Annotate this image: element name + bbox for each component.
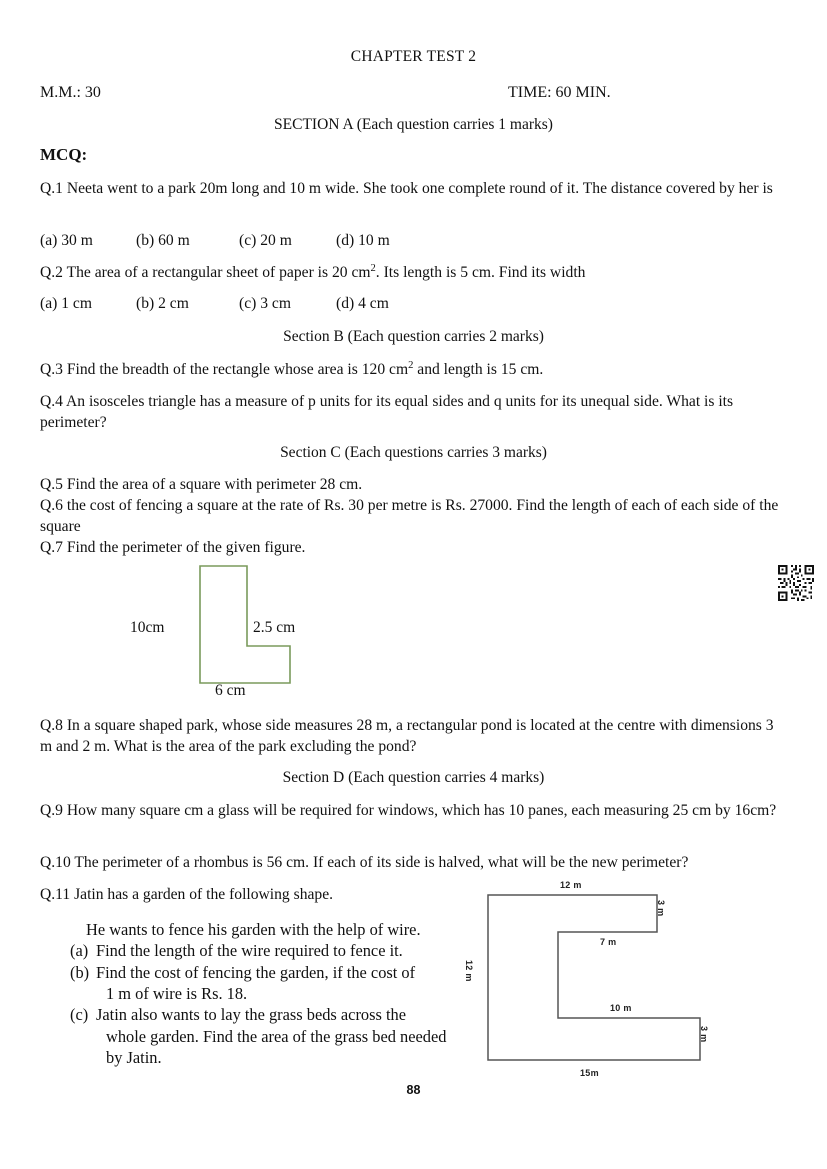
q11-part-c-line1: Jatin also wants to lay the grass beds across the — [96, 1005, 406, 1025]
q1-option-d: (d) 10 m — [336, 232, 390, 249]
question-9: Q.9 How many square cm a glass will be required for windows, which has 10 panes, each measuring 25 cm by 16cm? — [40, 802, 777, 819]
q11-part-b — [60, 962, 446, 1005]
garden-figure — [460, 872, 730, 1087]
q11-part-b-line1: Find the cost of fencing the garden, if the cost of — [96, 962, 416, 982]
garden-label-inner-upper: 7 m — [600, 937, 617, 947]
q11-part-b-line2: 1 m of wire is Rs. 18. — [106, 983, 248, 1003]
q2-option-c: (c) 3 cm — [239, 295, 291, 312]
q2-prefix: Q.2 The area of a rectangular sheet of paper is 20 cm — [40, 264, 371, 281]
question-4: Q.4 An isosceles triangle has a measure of p units for its equal sides and q units for its unequal side. What is its perimeter? — [40, 393, 734, 431]
section-a-heading: SECTION A (Each question carries 1 marks) — [274, 116, 553, 133]
l-shape-label-left: 10cm — [130, 619, 165, 636]
q2-option-a: (a) 1 cm — [40, 295, 92, 312]
question-2 — [40, 263, 788, 284]
question-10: Q.10 The perimeter of a rhombus is 56 cm. If each of its side is halved, what will be the new perimeter? — [40, 854, 689, 871]
garden-shape-outline — [488, 895, 700, 1060]
section-c-heading: Section C (Each questions carries 3 marks) — [280, 444, 547, 461]
q1-option-c: (c) 20 m — [239, 232, 292, 249]
question-1-options — [40, 232, 390, 250]
q2-option-b: (b) 2 cm — [136, 295, 189, 312]
question-6: Q.6 the cost of fencing a square at the rate of Rs. 30 per metre is Rs. 27000. Find the length of each of each side of the square — [40, 497, 779, 535]
qr-code — [776, 563, 816, 603]
question-7: Q.7 Find the perimeter of the given figure. — [40, 539, 306, 556]
q1-option-a: (a) 30 m — [40, 232, 93, 249]
question-11-parts — [60, 919, 446, 1068]
page-number: 88 — [406, 1083, 421, 1097]
q1-option-b: (b) 60 m — [136, 232, 190, 249]
q3-suffix: and length is 15 cm. — [413, 361, 544, 378]
q2-superscript: 2 — [370, 262, 376, 274]
time-allowed: TIME: 60 MIN. — [508, 84, 611, 101]
q11-part-b-marker: (b) — [70, 962, 90, 982]
garden-label-right-lower: 3 m — [699, 1026, 709, 1043]
garden-shape-svg — [460, 872, 730, 1087]
l-shape-label-bottom: 6 cm — [215, 682, 246, 699]
page-title: CHAPTER TEST 2 — [350, 48, 477, 65]
q11-part-c — [60, 1004, 446, 1068]
q11-part-c-line2: whole garden. Find the area of the grass bed needed — [106, 1026, 447, 1046]
q3-prefix: Q.3 Find the breadth of the rectangle whose area is 120 cm — [40, 361, 409, 378]
qr-code-icon — [776, 563, 816, 603]
q11-part-a-marker: (a) — [70, 941, 89, 961]
q11-part-c-line3: by Jatin. — [106, 1047, 162, 1067]
q2-suffix: . Its length is 5 cm. Find its width — [375, 264, 586, 281]
q11-part-a — [60, 940, 446, 961]
l-shape-figure — [130, 556, 390, 701]
garden-label-bottom: 15m — [580, 1068, 599, 1078]
question-8: Q.8 In a square shaped park, whose side measures 28 m, a rectangular pond is located at the centre with dimensions 3 m and 2 m. What is the area of the park excluding the pond? — [40, 717, 774, 755]
q11-intro: He wants to fence his garden with the help of wire. — [86, 920, 421, 939]
q11-part-c-marker: (c) — [70, 1005, 89, 1025]
max-marks: M.M.: 30 — [40, 84, 101, 101]
q2-option-d: (d) 4 cm — [336, 295, 389, 312]
question-3 — [40, 360, 788, 381]
garden-label-left: 12 m — [464, 960, 474, 982]
section-b-heading: Section B (Each question carries 2 marks) — [283, 328, 544, 345]
q11-part-a-line1: Find the length of the wire required to fence it. — [96, 941, 403, 961]
l-shape-label-step: 2.5 cm — [253, 619, 296, 636]
question-1: Q.1 Neeta went to a park 20m long and 10 m wide. She took one complete round of it. The distance covered by her is — [40, 180, 773, 197]
mcq-label: MCQ: — [40, 145, 88, 164]
garden-label-inner-lower: 10 m — [610, 1003, 632, 1013]
garden-label-top: 12 m — [560, 880, 582, 890]
garden-label-right-upper: 3 m — [656, 900, 666, 917]
section-d-heading: Section D (Each question carries 4 marks) — [282, 769, 545, 786]
question-2-options — [40, 295, 389, 313]
question-5: Q.5 Find the area of a square with perimeter 28 cm. — [40, 476, 363, 493]
q3-superscript: 2 — [408, 359, 414, 371]
question-11: Q.11 Jatin has a garden of the following shape. — [40, 886, 334, 903]
